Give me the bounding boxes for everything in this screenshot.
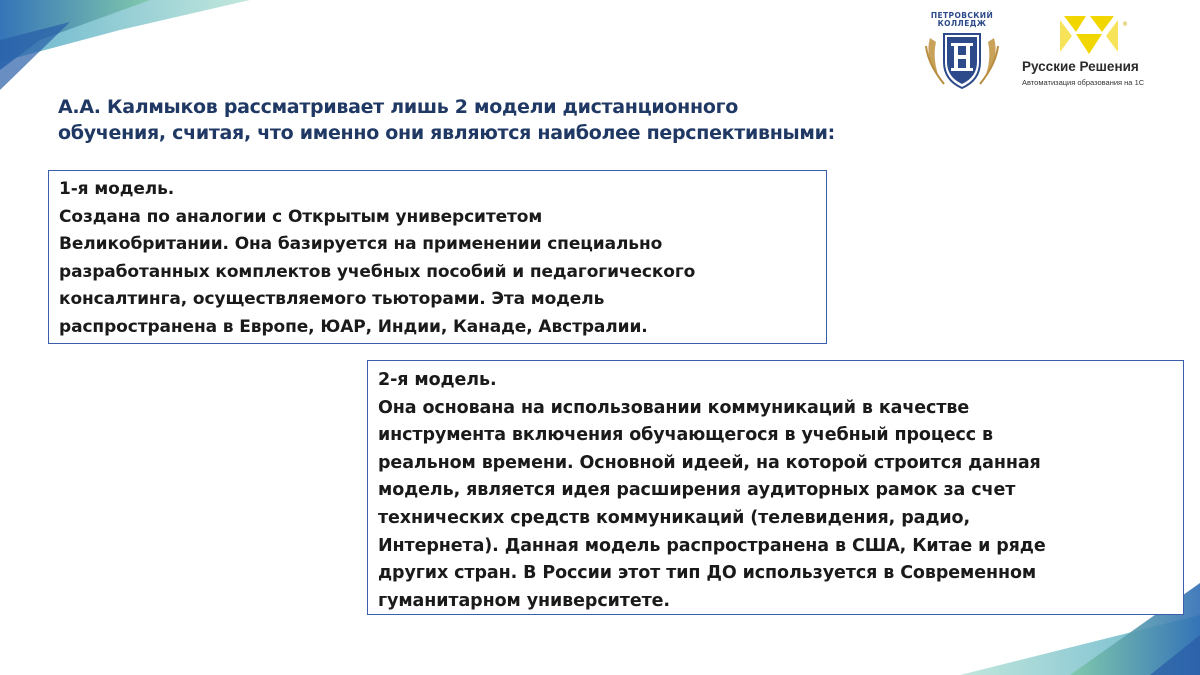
college-crest-icon [922,28,1002,92]
model-2-line: инструмента включения обучающегося в учебный процесс в [378,425,993,446]
model-1-line: Великобритании. Она базируется на применении специально [59,234,663,254]
model-1-line: разработанных комплектов учебных пособий и педагогического [59,261,696,282]
yellow-cube-icon [1056,12,1122,56]
registered-mark: ® [1122,21,1128,28]
model-2-line: гуманитарном университете. [378,590,670,611]
model-2-title: 2-я модель. [378,370,497,390]
model-1-line: распространена в Европе, ЮАР, Индии, Канаде, Австралии. [59,316,648,337]
petrovsky-logo-line2: КОЛЛЕДЖ [937,19,987,28]
model-2-line: других стран. В России этот тип ДО используется в Современном [378,563,1037,584]
model-2-line: технических средств коммуникаций (телевидения, радио, [378,507,971,528]
model-2-line: Интернета). Данная модель распространена в США, Китае и ряде [378,535,1046,556]
model-1-box [48,170,827,344]
russkie-resheniya-name: Русские Решения [1022,59,1139,74]
heading-line-2: обучения, считая, что именно они являются наиболее перспективными: [58,122,835,144]
model-2-line: реальном времени. Основной идеей, на которой строится данная [378,452,1041,473]
model-2-box [367,360,1184,615]
heading-line-1: А.А. Калмыков рассматривает лишь 2 модели дистанционного [58,96,738,118]
petrovsky-logo-line1: ПЕТРОВСКИЙ [930,11,994,20]
model-2-line: модель, является идея расширения аудиторных рамок за счет [378,480,1016,501]
petrovsky-college-logo [922,10,1002,92]
russkie-resheniya-tagline: Автоматизация образования на 1С [1022,78,1145,87]
model-2-line: Она основана на использовании коммуникаций в качестве [378,397,970,418]
model-1-line: консалтинга, осуществляемого тьюторами. Эта модель [59,289,605,309]
decorative-corner-top-left [0,0,260,95]
slide-heading [58,94,958,146]
model-1-title: 1-я модель. [59,179,175,199]
russkie-resheniya-logo [1018,12,1158,92]
model-1-line: Создана по аналогии с Открытым университетом [59,206,543,227]
